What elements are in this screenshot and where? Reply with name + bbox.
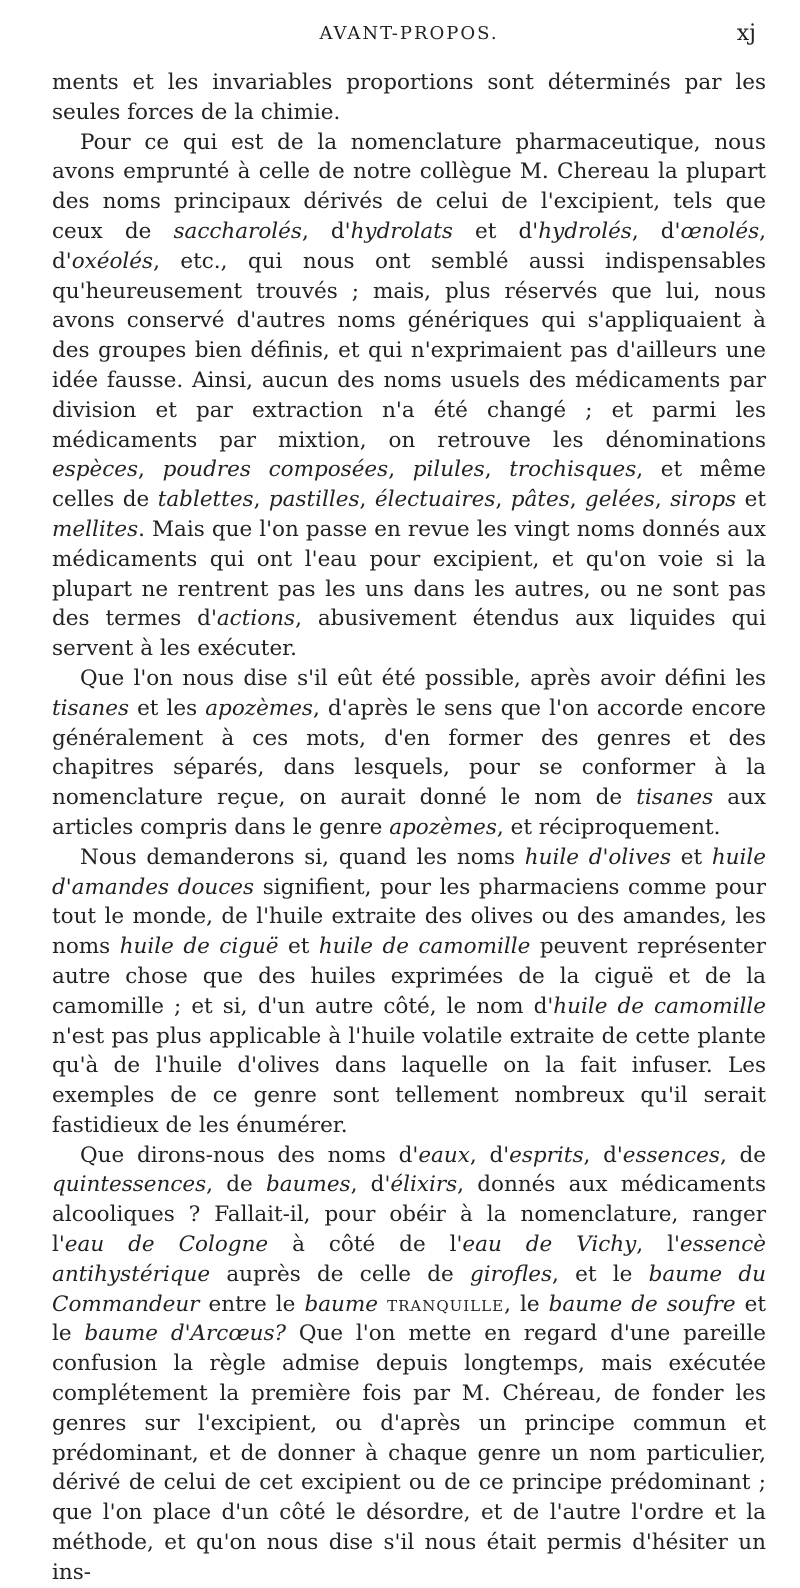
- italic-term: tisanes: [52, 695, 129, 721]
- italic-term: baume: [304, 1291, 378, 1317]
- text-run: et d': [452, 218, 539, 244]
- italic-term: poudres composées: [162, 457, 389, 483]
- text-run: ,: [484, 457, 510, 483]
- italic-term: huile de ciguë: [119, 934, 279, 960]
- text-run: et le: [52, 1291, 766, 1347]
- text-run: ,: [569, 487, 586, 513]
- italic-term: essences: [622, 1142, 720, 1168]
- italic-term: saccharolés: [173, 218, 302, 244]
- text-run: ments et les invariables proportions sont déterminés par les seules forces de la chimie.: [52, 70, 766, 125]
- text-run: [378, 1292, 387, 1317]
- text-run: , d': [301, 218, 351, 244]
- italic-term: élixirs: [390, 1172, 458, 1198]
- text-run: n'est pas plus applicable à l'huile volatile extraite de cette plante qu'à de l'huile d'olives dans laquelle on la fait infuser. Les exemples de ce genre sont tellement nombreux qu'il serait fastidieux de les énumérer.: [52, 1023, 766, 1138]
- italic-term: baume d'Arcœus?: [84, 1321, 287, 1347]
- italic-term: actions: [216, 606, 296, 632]
- italic-term: huile de camomille: [318, 934, 531, 960]
- text-run: ,: [138, 457, 163, 483]
- text-run: ,: [359, 487, 375, 513]
- small-caps-term: tranquille: [387, 1291, 505, 1317]
- italic-term: eau de Vichy: [462, 1232, 637, 1258]
- text-run: , d': [583, 1142, 623, 1168]
- page-number: xj: [736, 21, 756, 46]
- text-run: , et même celles de: [52, 457, 767, 513]
- italic-term: baume de soufre: [548, 1291, 736, 1317]
- italic-term: mellites: [52, 516, 139, 542]
- text-run: aux articles compris dans le genre: [52, 785, 766, 840]
- italic-term: esprits: [509, 1142, 584, 1168]
- text-run: Que dirons-nous des noms d': [80, 1142, 419, 1168]
- italic-term: électuaires: [374, 487, 496, 513]
- text-run: , de: [719, 1142, 767, 1168]
- text-run: et: [736, 487, 766, 513]
- italic-term: sirops: [670, 487, 737, 513]
- text-run: , le: [504, 1291, 549, 1317]
- paragraph: [52, 664, 766, 843]
- text-run: peuvent représenter autre chose que des huiles exprimées de la ciguë et de la camomille ; et si, d'un autre côté, le nom d': [52, 934, 766, 1019]
- italic-term: pilules: [412, 457, 485, 483]
- text-run: , donnés aux médicaments alcooliques ? Fallait-il, pour obéir à la nomenclature, ranger l': [52, 1172, 766, 1258]
- italic-term: hydrolats: [350, 218, 453, 244]
- text-run: signifient, pour les pharmaciens comme pour tout le monde, de l'huile extraite des olives ou des amandes, les noms: [52, 874, 766, 960]
- text-run: , etc., qui nous ont semblé aussi indispensables qu'heureusement trouvés ; mais, plus réservés que lui, nous avons conservé d'autres noms génériques qui s'appliquaient à des groupes bien définis, et qui n'exprimaient pas d'ailleurs une idée fausse. Ainsi, aucun des noms usuels des médicaments par division et par extraction n'a été changé ; et parmi les médicaments par mixtion, on retrouve les dénominations: [52, 248, 766, 453]
- text-run: entre le: [199, 1291, 305, 1317]
- italic-term: tablettes: [157, 487, 254, 513]
- text-run: , abusivement étendus aux liquides qui servent à les exécuter.: [52, 606, 766, 662]
- italic-term: huile d'amandes douces: [52, 844, 766, 900]
- page-header: [52, 0, 766, 60]
- text-run: Que l'on mette en regard d'une pareille confusion la règle admise depuis longtemps, mais exécutée complétement la première fois par M. Chéreau, de fonder les genres sur l'excipient, ou d'après un principe commun et prédominant, et de donner à chaque genre un nom particulier, dérivé de celui de cet excipient ou de ce principe prédominant ; que l'on place d'un côté le désordre, et de l'autre l'ordre et la méthode, et qu'on nous dise s'il nous était permis d'hésiter un ins-: [52, 1321, 767, 1585]
- italic-term: pâtes: [510, 487, 570, 513]
- italic-term: eaux: [418, 1142, 470, 1168]
- text-run: ,: [495, 487, 511, 513]
- text-run: et: [670, 844, 712, 870]
- italic-term: hydrolés: [538, 218, 632, 244]
- text-run: , d': [469, 1142, 510, 1168]
- italic-term: tisanes: [636, 785, 714, 811]
- text-run: , et le: [552, 1261, 649, 1287]
- text-run: ,: [654, 487, 671, 513]
- paragraph: [52, 68, 766, 128]
- italic-term: trochisques: [509, 457, 637, 483]
- text-run: , d': [631, 218, 681, 244]
- text-run: et les: [128, 695, 206, 721]
- body-text: [52, 68, 766, 1588]
- text-run: , d'après le sens que l'on accorde encore généralement à ces mots, d'en former des genres et des chapitres séparés, dans lesquels, pour se conformer à la nomenclature reçue, on aurait donné le nom de: [52, 695, 766, 811]
- text-run: ,: [253, 487, 269, 513]
- text-run: ,: [388, 457, 413, 483]
- text-run: et: [278, 934, 319, 960]
- book-page: [52, 0, 767, 1585]
- italic-term: pastilles: [268, 487, 360, 513]
- italic-term: eau de Cologne: [64, 1232, 269, 1258]
- running-title: AVANT-PROPOS.: [319, 23, 499, 44]
- text-run: . Mais que l'on passe en revue les vingt noms donnés aux médicaments qui ont l'eau pour excipient, et qu'on voie si la plupart ne rentrent pas les uns dans les autres, ou ne sont pas des termes d': [52, 516, 766, 632]
- italic-term: huile de camomille: [553, 993, 766, 1019]
- italic-term: girofles: [470, 1261, 552, 1287]
- text-run: Nous demanderons si, quand les noms: [80, 844, 525, 870]
- text-run: Que l'on nous dise s'il eût été possible, après avoir défini les: [80, 665, 766, 691]
- italic-term: oxéolés: [71, 248, 154, 274]
- italic-term: baumes: [266, 1172, 351, 1198]
- italic-term: essencè antihystérique: [52, 1232, 767, 1287]
- paragraph: [52, 843, 766, 1141]
- text-run: , de: [206, 1172, 266, 1198]
- italic-term: apozèmes: [205, 695, 313, 721]
- text-run: auprès de celle de: [210, 1261, 471, 1287]
- italic-term: espèces: [52, 457, 139, 483]
- text-run: , d': [350, 1172, 391, 1198]
- italic-term: quintessences: [52, 1172, 207, 1198]
- text-run: , d': [52, 218, 767, 274]
- italic-term: baume du Commandeur: [52, 1261, 766, 1317]
- text-run: à côté de l': [268, 1232, 463, 1258]
- italic-term: gelées: [585, 487, 655, 513]
- paragraph: [52, 1141, 766, 1588]
- italic-term: huile d'olives: [524, 844, 671, 870]
- italic-term: œnolés: [680, 218, 760, 244]
- italic-term: apozèmes: [389, 814, 497, 840]
- paragraph: [52, 128, 766, 664]
- text-run: , et réciproquement.: [496, 814, 721, 840]
- text-run: , l': [636, 1232, 680, 1258]
- text-run: Pour ce qui est de la nomenclature pharmaceutique, nous avons emprunté à celle de notre collègue M. Chereau la plupart des noms principaux dérivés de celui de l'excipient, tels que ceux de: [52, 129, 766, 244]
